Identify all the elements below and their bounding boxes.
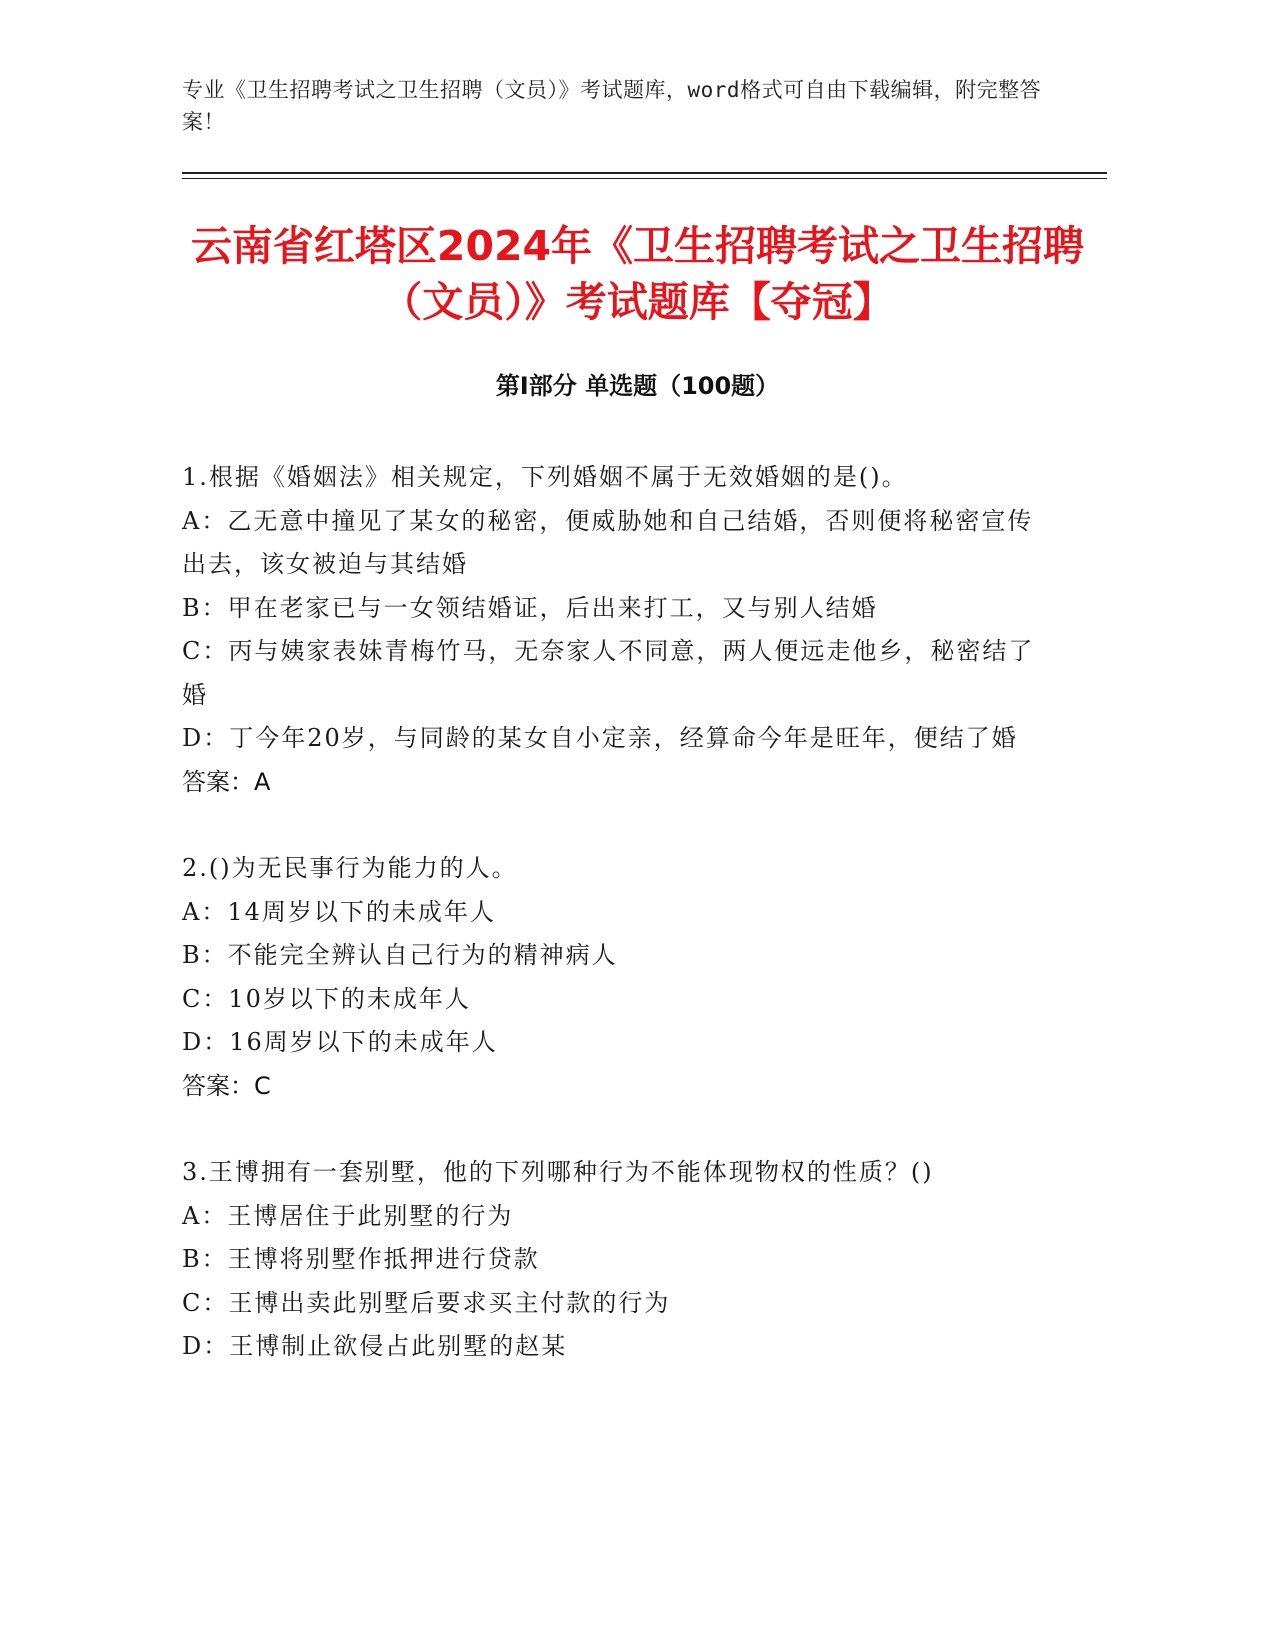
question-stem: 2.()为无民事行为能力的人。: [182, 854, 518, 882]
option-d: D：王博制止欲侵占此别墅的赵某: [182, 1332, 568, 1360]
header-divider-thick: [182, 172, 1107, 174]
option-b: B：王博将别墅作抵押进行贷款: [182, 1245, 540, 1273]
question-item: [182, 456, 1042, 804]
option-c: C：王博出卖此别墅后要求买主付款的行为: [182, 1288, 671, 1317]
option-b: B：不能完全辨认自己行为的精神病人: [182, 941, 618, 969]
header-note: 专业《卫生招聘考试之卫生招聘（文员）》考试题库，word格式可自由下载编辑，附完整答案！: [182, 78, 1042, 134]
header-divider-thin: [182, 178, 1107, 179]
question-list: [182, 456, 1042, 1412]
option-c: C：丙与姨家表妹青梅竹马，无奈家人不同意，两人便远走他乡，秘密结了婚: [182, 637, 1035, 709]
option-d: D：丁今年20岁，与同龄的某女自小定亲，经算命今年是旺年，便结了婚: [182, 724, 1018, 752]
option-a: A：王博居住于此别墅的行为: [182, 1201, 514, 1230]
answer-line: 答案：C: [182, 1071, 271, 1100]
answer-line: 答案：A: [182, 767, 271, 796]
option-d: D：16周岁以下的未成年人: [182, 1028, 498, 1056]
question-item: [182, 1151, 1042, 1369]
question-item: [182, 847, 1042, 1108]
option-a: A：乙无意中撞见了某女的秘密，便威胁她和自己结婚，否则便将秘密宣传出去，该女被迫与其结婚: [182, 506, 1034, 578]
option-c: C：10岁以下的未成年人: [182, 984, 471, 1013]
option-b: B：甲在老家已与一女领结婚证，后出来打工，又与别人结婚: [182, 593, 878, 622]
section-heading: 第Ⅰ部分 单选题（100题）: [495, 372, 780, 400]
question-stem: 3.王博拥有一套别墅，他的下列哪种行为不能体现物权的性质？(): [182, 1158, 934, 1186]
document-title: 云南省红塔区2024年《卫生招聘考试之卫生招聘（文员）》考试题库【夺冠】: [190, 222, 1085, 326]
option-a: A：14周岁以下的未成年人: [182, 897, 496, 926]
question-stem: 1.根据《婚姻法》相关规定，下列婚姻不属于无效婚姻的是()。: [182, 463, 908, 491]
